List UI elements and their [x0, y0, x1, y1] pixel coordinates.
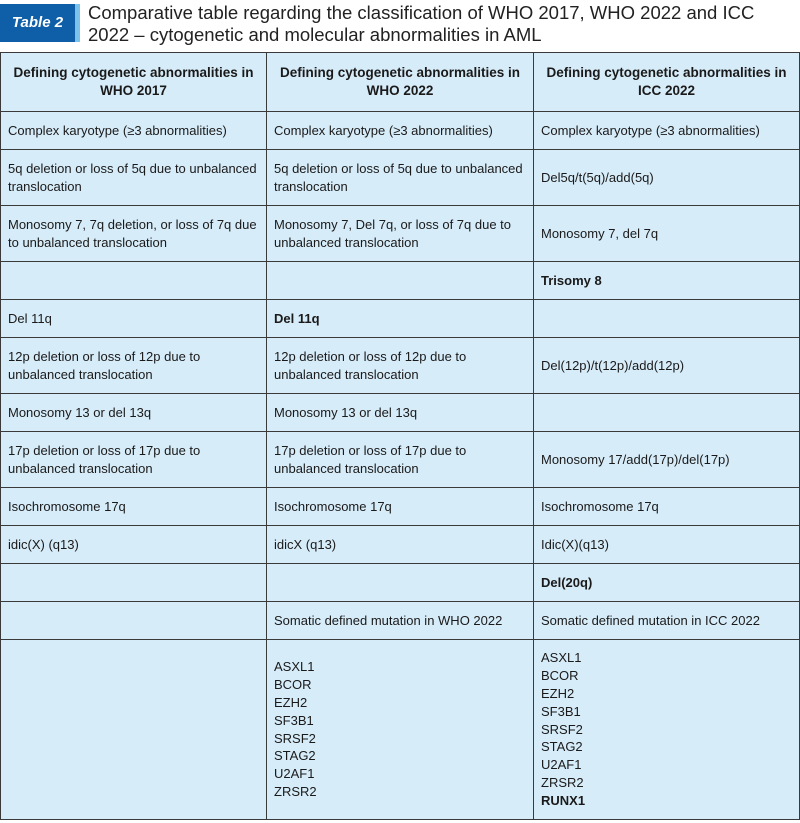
- cell-icc2022: Del5q/t(5q)/add(5q): [534, 150, 800, 206]
- cell-who2022: [267, 564, 534, 602]
- cell-icc2022: [534, 394, 800, 432]
- cell-who2022: Somatic defined mutation in WHO 2022: [267, 602, 534, 640]
- mutation-gene: EZH2: [541, 686, 575, 701]
- table-title: Comparative table regarding the classification of WHO 2017, WHO 2022 and ICC 2022 – cytogenetic and molecular abnormalities in AML: [88, 2, 755, 45]
- cell-icc2022: Isochromosome 17q: [534, 488, 800, 526]
- table-row: [1, 394, 800, 432]
- cell-who2022: idicX (q13): [267, 526, 534, 564]
- mutation-gene: U2AF1: [274, 766, 315, 782]
- mutation-gene: SF3B1: [274, 712, 314, 728]
- cell-who2022: Complex karyotype (≥3 abnormalities): [267, 112, 534, 150]
- table-row: [1, 112, 800, 150]
- cell-icc2022: Monosomy 7, del 7q: [534, 206, 800, 262]
- mutation-list-icc2022: [541, 649, 792, 809]
- mutation-gene: U2AF1: [541, 757, 582, 773]
- cell-who2022: 17p deletion or loss of 17p due to unbalanced translocation: [267, 432, 534, 488]
- cell-who2017: [1, 564, 267, 602]
- cell-who2022: Del 11q: [267, 300, 534, 338]
- table-row: [1, 300, 800, 338]
- cell-who2017: 5q deletion or loss of 5q due to unbalanced translocation: [1, 150, 267, 206]
- cell-who2017: Del 11q: [1, 300, 267, 338]
- table-row: [1, 150, 800, 206]
- cell-who2017: [1, 640, 267, 820]
- mutation-gene: SRSF2: [274, 730, 316, 746]
- cell-who2017: [1, 262, 267, 300]
- cell-icc2022: Trisomy 8: [534, 262, 800, 300]
- cell-icc2022: Monosomy 17/add(17p)/del(17p): [534, 432, 800, 488]
- cell-icc2022: Del(12p)/t(12p)/add(12p): [534, 338, 800, 394]
- cell-who2017: 17p deletion or loss of 17p due to unbalanced translocation: [1, 432, 267, 488]
- mutation-gene: BCOR: [541, 668, 579, 684]
- cell-who2017: 12p deletion or loss of 12p due to unbalanced translocation: [1, 338, 267, 394]
- cell-who2022: Monosomy 13 or del 13q: [267, 394, 534, 432]
- cell-icc2022: Somatic defined mutation in ICC 2022: [534, 602, 800, 640]
- cell-who2017: Complex karyotype (≥3 abnormalities): [1, 112, 267, 150]
- table-row: [1, 262, 800, 300]
- mutation-gene: ZRSR2: [541, 774, 584, 790]
- badge-accent-bar: [75, 4, 80, 42]
- cell-who2022: Monosomy 7, Del 7q, or loss of 7q due to unbalanced translocation: [267, 206, 534, 262]
- mutation-list-who2022: [274, 658, 526, 800]
- cell-icc2022: Complex karyotype (≥3 abnormalities): [534, 112, 800, 150]
- table-row: [1, 206, 800, 262]
- mutation-gene: SRSF2: [541, 721, 583, 737]
- cell-icc2022: Del(20q): [534, 564, 800, 602]
- mutation-gene: EZH2: [274, 694, 308, 710]
- table-row: [1, 432, 800, 488]
- cell-icc2022: Idic(X)(q13): [534, 526, 800, 564]
- table-row: [1, 564, 800, 602]
- cell-who2017: Monosomy 13 or del 13q: [1, 394, 267, 432]
- cell-who2017: idic(X) (q13): [1, 526, 267, 564]
- table-row: [1, 488, 800, 526]
- cell-who2017: Monosomy 7, 7q deletion, or loss of 7q due to unbalanced translocation: [1, 206, 267, 262]
- cell-who2022: Isochromosome 17q: [267, 488, 534, 526]
- mutation-gene: ASXL1: [541, 650, 582, 666]
- mutations-row: [1, 640, 800, 820]
- cell-who2022: 12p deletion or loss of 12p due to unbalanced translocation: [267, 338, 534, 394]
- cell-who2017: [1, 602, 267, 640]
- cell-who2017: Isochromosome 17q: [1, 488, 267, 526]
- mutation-gene: ZRSR2: [274, 783, 317, 799]
- header-who-2022: Defining cytogenetic abnormalities in WHO 2022: [267, 53, 534, 112]
- header-row: [1, 53, 800, 112]
- cell-icc2022: [534, 300, 800, 338]
- mutation-gene: ASXL1: [274, 659, 315, 675]
- cell-who2022: [267, 262, 534, 300]
- mutation-gene: BCOR: [274, 677, 312, 693]
- table-row: [1, 602, 800, 640]
- cell-who2022: 5q deletion or loss of 5q due to unbalanced translocation: [267, 150, 534, 206]
- table-caption: [0, 0, 800, 48]
- mutation-gene: SF3B1: [541, 703, 581, 719]
- mutation-gene: STAG2: [541, 739, 583, 755]
- header-icc-2022: Defining cytogenetic abnormalities in ICC 2022: [534, 53, 800, 112]
- table-row: [1, 338, 800, 394]
- table-number-badge: Table 2: [0, 4, 75, 42]
- classification-table: [0, 52, 800, 820]
- table-row: [1, 526, 800, 564]
- cell-icc2022-mutations: [534, 640, 800, 820]
- mutation-gene: STAG2: [274, 748, 316, 764]
- cell-who2022-mutations: [267, 640, 534, 820]
- header-who-2017: Defining cytogenetic abnormalities in WHO 2017: [1, 53, 267, 112]
- mutation-gene: RUNX1: [541, 792, 586, 808]
